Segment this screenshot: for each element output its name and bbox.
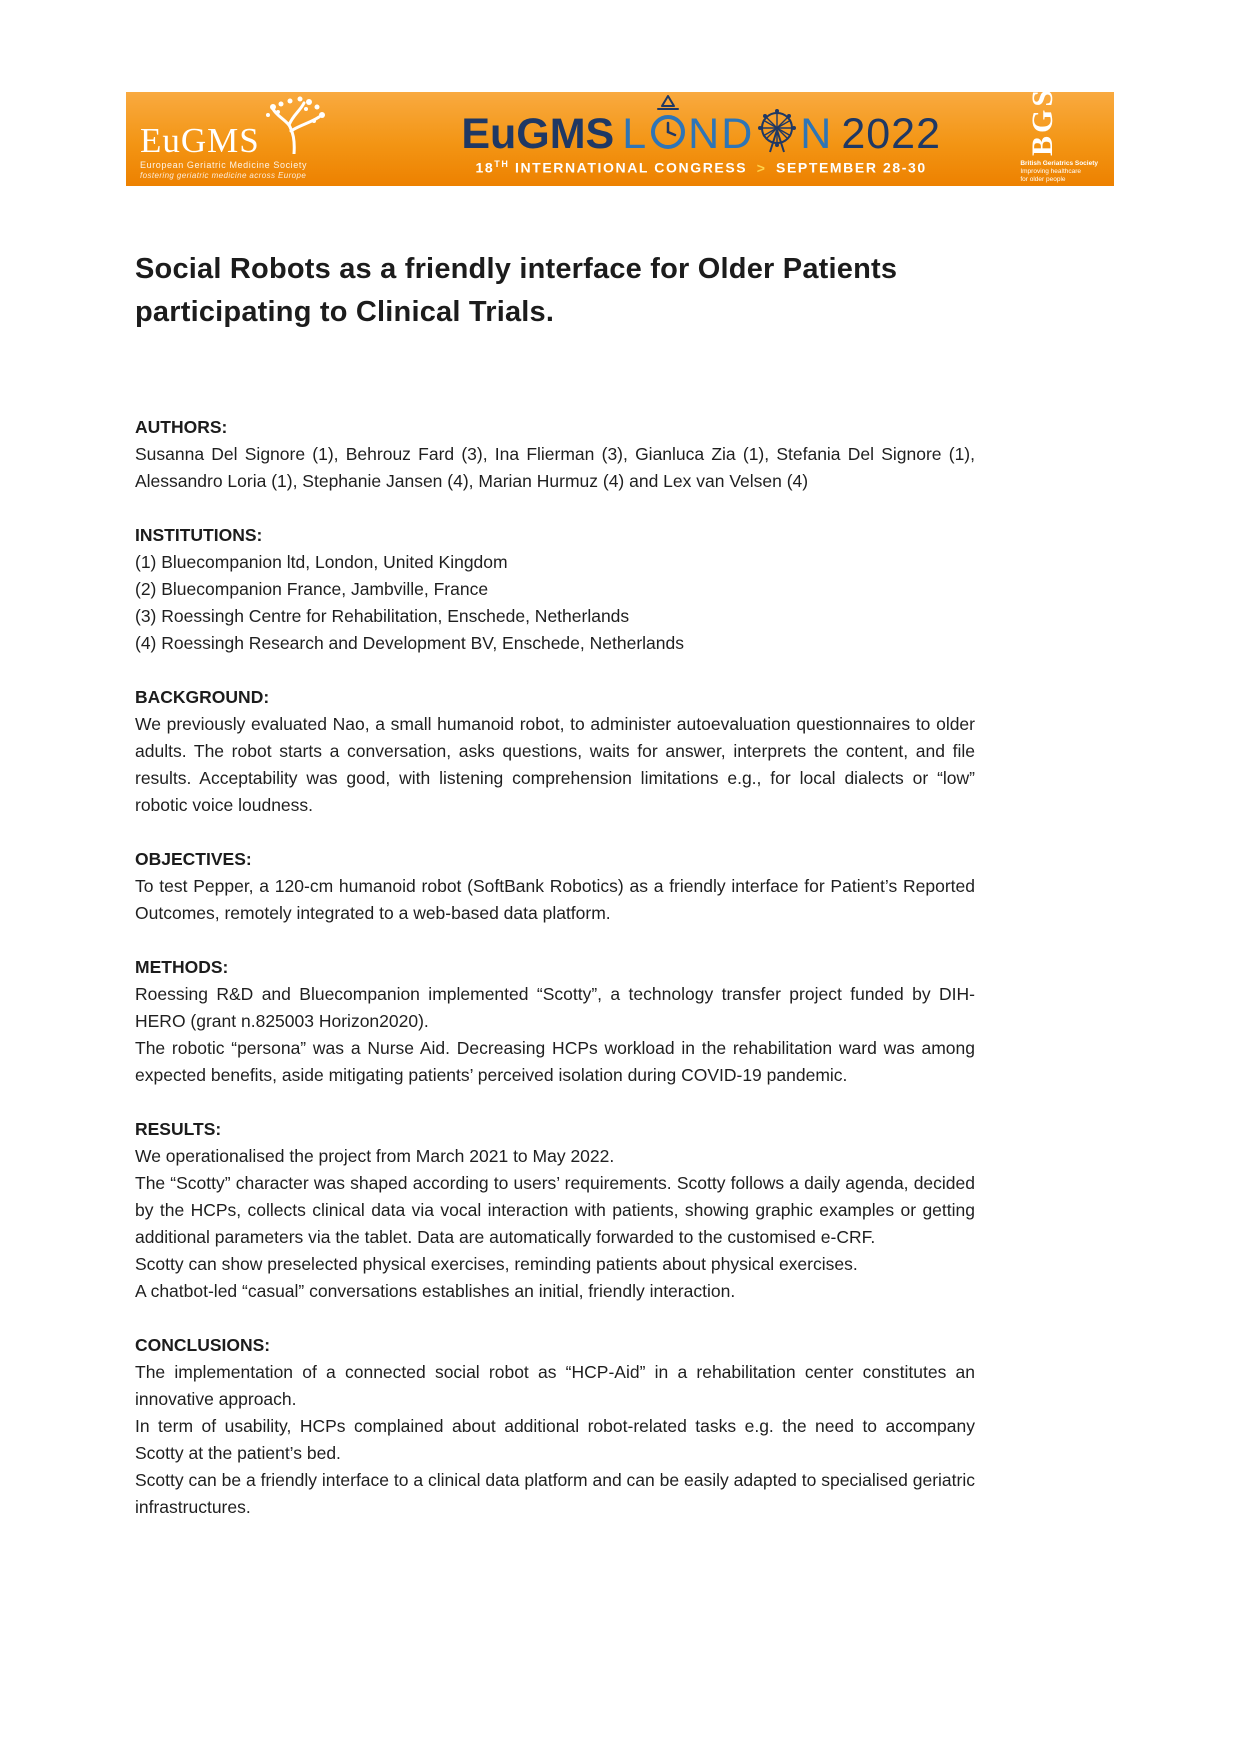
eugms-subtagline: fostering geriatric medicine across Europe xyxy=(140,170,307,180)
section-heading: BACKGROUND: xyxy=(135,687,270,707)
section-heading: RESULTS: xyxy=(135,1119,222,1139)
abstract-section xyxy=(135,846,975,927)
congress-number: 18 xyxy=(475,159,495,176)
bgs-tagline-2: Improving healthcare xyxy=(1020,168,1082,175)
section-paragraph: The “Scotty” character was shaped according to users’ requirements. Scotty follows a daily agenda, decided by the HCPs, collects clinical data via vocal interaction with patients, showing graphic examples or getting additional parameters via the tablet. Data are automatically forwarded to the customised e-CRF. xyxy=(135,1173,975,1247)
abstract-section xyxy=(135,414,975,495)
section-paragraph: Scotty can be a friendly interface to a clinical data platform and can be easily adapted to specialised geriatric infrastructures. xyxy=(135,1470,975,1517)
congress-text: INTERNATIONAL CONGRESS xyxy=(514,159,748,176)
bgs-tagline-1: British Geriatrics Society xyxy=(1020,160,1098,167)
big-ben-clock-icon xyxy=(649,94,687,160)
section-heading: METHODS: xyxy=(135,957,229,977)
section-paragraph: (3) Roessingh Centre for Rehabilitation, Enschede, Netherlands xyxy=(135,606,630,626)
sections xyxy=(135,414,975,1521)
page-title: Social Robots as a friendly interface for Older Patients participating to Clinical Trials. xyxy=(135,253,898,328)
section-paragraph: We operationalised the project from March 2021 to May 2022. xyxy=(135,1146,615,1166)
section-paragraph: In term of usability, HCPs complained about additional robot-related tasks e.g. the need to accompany Scotty at the patient’s bed. xyxy=(135,1416,975,1463)
congress-logo-city xyxy=(622,106,833,162)
congress-separator: > xyxy=(756,159,767,176)
abstract-section xyxy=(135,1116,975,1305)
city-letters-nd: ND xyxy=(688,109,755,158)
section-heading: AUTHORS: xyxy=(135,417,228,437)
bgs-tagline-3: for older people xyxy=(1020,176,1066,183)
eugms-tagline: European Geriatric Medicine Society xyxy=(140,159,308,170)
congress-banner xyxy=(126,86,1114,186)
section-heading: INSTITUTIONS: xyxy=(135,525,263,545)
section-body xyxy=(135,873,975,927)
section-body xyxy=(135,549,975,657)
section-heading: CONCLUSIONS: xyxy=(135,1335,271,1355)
section-paragraph: Roessing R&D and Bluecompanion implemented “Scotty”, a technology transfer project funded by DIH-HERO (grant n.825003 Horizon2020). xyxy=(135,984,975,1031)
london-eye-wheel-icon xyxy=(755,106,799,162)
section-body xyxy=(135,981,975,1089)
section-body xyxy=(135,1359,975,1521)
eugms-society-logo xyxy=(140,99,392,180)
city-letter-n: N xyxy=(800,109,834,158)
congress-logo xyxy=(392,110,1010,176)
section-paragraph: The implementation of a connected social robot as “HCP-Aid” in a rehabilitation center constitutes an innovative approach. xyxy=(135,1362,975,1409)
abstract-section xyxy=(135,1332,975,1521)
congress-ordinal: TH xyxy=(494,159,510,170)
abstract-page xyxy=(135,248,975,1521)
section-paragraph: (4) Roessingh Research and Development BV, Enschede, Netherlands xyxy=(135,633,684,653)
section-body xyxy=(135,441,975,495)
section-paragraph: Susanna Del Signore (1), Behrouz Fard (3), Ina Flierman (3), Gianluca Zia (1), Stefania Del Signore (1), Alessandro Loria (1), Stephanie Jansen (4), Marian Hurmuz (4) and Lex van Velsen (4) xyxy=(135,444,975,491)
congress-logo-eugms: EuGMS xyxy=(461,109,615,158)
abstract-section xyxy=(135,684,975,819)
bgs-tagline xyxy=(1020,160,1098,184)
section-paragraph: (2) Bluecompanion France, Jambville, France xyxy=(135,579,489,599)
section-paragraph: We previously evaluated Nao, a small humanoid robot, to administer autoevaluation questionnaires to older adults. The robot starts a conversation, asks questions, waits for answer, interprets the content, and file results. Acceptability was good, with listening comprehension limitations e.g., for local dialects or “low” robotic voice loudness. xyxy=(135,714,975,815)
section-body xyxy=(135,1143,975,1305)
congress-date: SEPTEMBER 28-30 xyxy=(776,159,927,176)
abstract-section xyxy=(135,522,975,657)
eugms-tree-icon xyxy=(264,96,328,159)
eugms-logo-text: EuGMS xyxy=(140,121,260,160)
city-letter-l: L xyxy=(622,109,649,158)
congress-subtitle xyxy=(475,159,926,176)
abstract-section xyxy=(135,954,975,1089)
section-paragraph: To test Pepper, a 120-cm humanoid robot (SoftBank Robotics) as a friendly interface for Patient’s Reported Outcomes, remotely integrated to a web-based data platform. xyxy=(135,876,975,923)
section-paragraph: A chatbot-led “casual” conversations establishes an initial, friendly interaction. xyxy=(135,1281,736,1301)
section-body xyxy=(135,711,975,819)
section-heading: OBJECTIVES: xyxy=(135,849,252,869)
section-paragraph: The robotic “persona” was a Nurse Aid. Decreasing HCPs workload in the rehabilitation ward was among expected benefits, aside mitigating patients’ perceived isolation during COVID-19 pandemic. xyxy=(135,1038,975,1085)
section-paragraph: (1) Bluecompanion ltd, London, United Kingdom xyxy=(135,552,508,572)
section-paragraph: Scotty can show preselected physical exercises, reminding patients about physical exercises. xyxy=(135,1254,858,1274)
congress-logo-year: 2022 xyxy=(841,109,941,158)
bgs-logo xyxy=(1020,86,1098,184)
bgs-logo-text: BGS xyxy=(1026,86,1060,156)
